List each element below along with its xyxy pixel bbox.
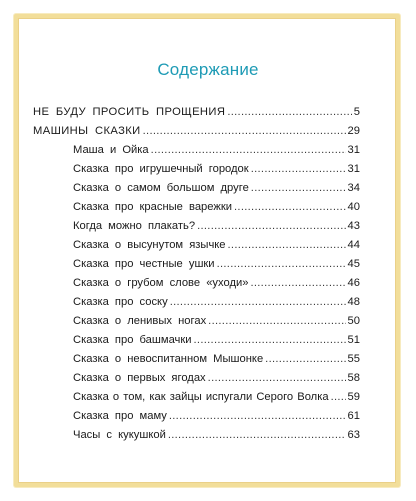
toc-entry[interactable] [73, 315, 360, 333]
toc-entry[interactable] [73, 429, 360, 447]
toc-dot-leader [143, 125, 346, 137]
toc-entry-page: 63 [347, 429, 360, 441]
toc-dot-leader [197, 220, 345, 232]
toc-dot-leader [227, 106, 351, 118]
toc-entry-page: 31 [347, 163, 360, 175]
toc-dot-leader [331, 391, 346, 403]
toc-entry-label: Сказка про соску [73, 296, 168, 308]
toc-entry[interactable] [33, 125, 360, 143]
toc-entry-label: Сказка о первых ягодах [73, 372, 206, 384]
toc-dot-leader [194, 334, 346, 346]
toc-entry-page: 29 [347, 125, 360, 137]
toc-entry[interactable] [73, 410, 360, 428]
toc-dot-leader [169, 410, 346, 422]
toc-entry-label: Сказка про маму [73, 410, 167, 422]
toc-entry-label: Когда можно плакать? [73, 220, 196, 232]
toc-entry-label: Сказка про честные ушки [73, 258, 215, 270]
page-title: Содержание [157, 60, 259, 79]
toc-entry-label: Сказка о грубом слове «уходи» [73, 277, 249, 289]
toc-entry[interactable] [73, 391, 360, 409]
toc-entry-label: Сказка о самом большом друге [73, 182, 249, 194]
toc-entry-page: 48 [347, 296, 360, 308]
toc-entry-page: 40 [347, 201, 360, 213]
toc-entry-page: 58 [347, 372, 360, 384]
toc-entry[interactable] [73, 163, 360, 181]
toc-entry-label: МАШИНЫ СКАЗКИ [33, 125, 141, 137]
toc-entry[interactable] [73, 201, 360, 219]
toc-entry-page: 46 [347, 277, 360, 289]
toc-dot-leader [251, 182, 346, 194]
toc-entry-page: 55 [347, 353, 360, 365]
toc-dot-leader [251, 163, 346, 175]
toc-entry-page: 44 [347, 239, 360, 251]
toc-entry-page: 31 [347, 144, 360, 156]
toc-entry-page: 51 [347, 334, 360, 346]
toc-entry[interactable] [73, 144, 360, 162]
toc-dot-leader [228, 239, 346, 251]
toc-entry[interactable] [73, 182, 360, 200]
toc-entry[interactable] [73, 220, 360, 238]
toc-entry-label: Сказка о ленивых ногах [73, 315, 207, 327]
toc-entry[interactable] [33, 106, 360, 124]
toc-entry-page: 45 [347, 258, 360, 270]
toc-dot-leader [250, 277, 345, 289]
toc-entry-label: Маша и Ойка [73, 144, 149, 156]
toc-entry-page: 34 [347, 182, 360, 194]
toc-entry-label: Сказка про красные варежки [73, 201, 232, 213]
toc-entry-label: Сказка о том, как зайцы испугали Серого Волка [73, 391, 329, 403]
toc-entry-label: НЕ БУДУ ПРОСИТЬ ПРОЩЕНИЯ [33, 106, 226, 118]
toc-dot-leader [234, 201, 346, 213]
toc-entry[interactable] [73, 334, 360, 352]
toc-entry-label: Сказка о высунутом язычке [73, 239, 226, 251]
toc-entry-label: Сказка про игрушечный городок [73, 163, 249, 175]
toc-entry-page: 50 [347, 315, 360, 327]
toc-entry-page: 59 [347, 391, 360, 403]
toc-dot-leader [151, 144, 346, 156]
toc-dot-leader [170, 296, 346, 308]
toc-entry[interactable] [73, 277, 360, 295]
toc-dot-leader [265, 353, 345, 365]
toc-dot-leader [208, 315, 345, 327]
toc-entry[interactable] [73, 239, 360, 257]
toc-entry-label: Сказка о невоспитанном Мышонке [73, 353, 264, 365]
toc-entry[interactable] [73, 296, 360, 314]
toc-entry[interactable] [73, 258, 360, 276]
toc-entry[interactable] [73, 372, 360, 390]
toc-entry-page: 61 [347, 410, 360, 422]
toc-dot-leader [217, 258, 346, 270]
toc-entry[interactable] [73, 353, 360, 371]
toc-entry-label: Сказка про башмачки [73, 334, 192, 346]
toc-dot-leader [208, 372, 346, 384]
toc-entry-page: 43 [347, 220, 360, 232]
toc-dot-leader [168, 429, 346, 441]
toc-entry-page: 5 [353, 106, 360, 118]
toc-entry-label: Часы с кукушкой [73, 429, 166, 441]
